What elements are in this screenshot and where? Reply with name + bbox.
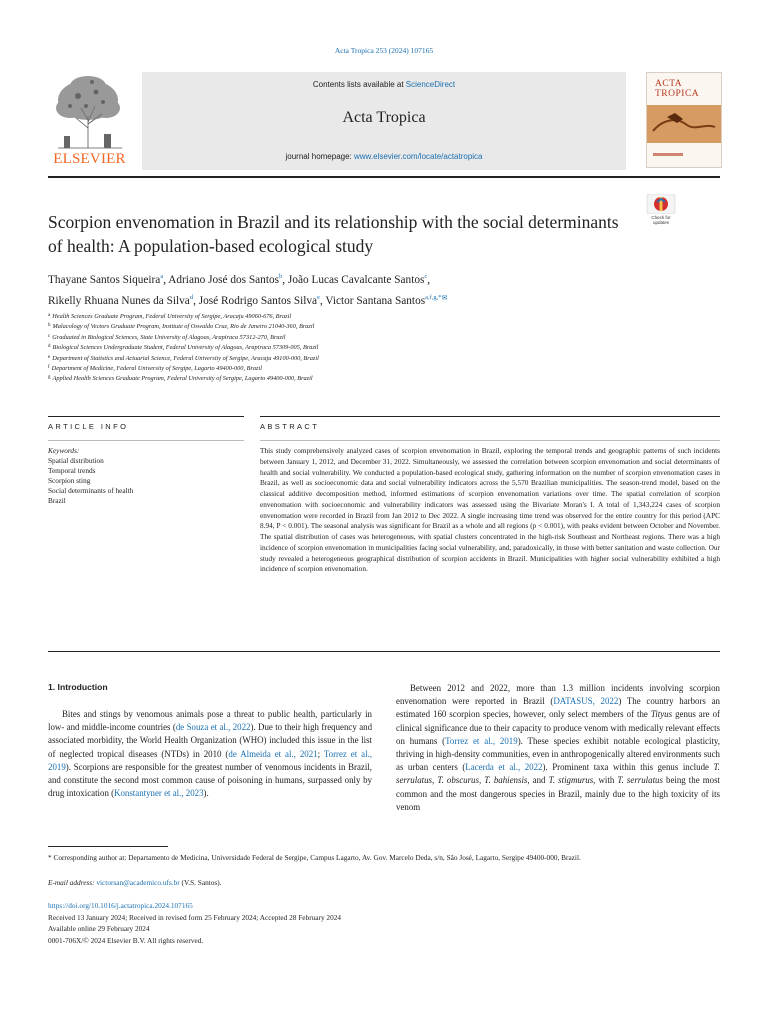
citation-link[interactable]: Konstantyner et al., 2023 [114, 788, 204, 799]
affiliation-letter: g [48, 375, 51, 381]
author-list [48, 268, 688, 310]
paragraph-text: , [432, 775, 438, 786]
elsevier-wordmark: ELSEVIER [53, 151, 126, 167]
paragraph-text: ) The country harbors an estimated 160 scorpion species, however, only select members of the [396, 696, 720, 720]
introduction-paragraph-1 [48, 708, 372, 800]
paragraph-text: genus are of clinical significance due to their capacity to produce venom with medically relevant effects on humans ( [396, 709, 720, 746]
author-name[interactable]: Adriano José dos Santos [168, 274, 280, 286]
corresponding-author-footnote: * Corresponding author at: Departamento de Medicina, Universidade Federal de Sergipe, Campus Lagarto, Av. Gov. Marcelo Deda, s/n, São José, Lagarto, Sergipe 49400-000, Brazil. [48, 853, 581, 862]
affiliation-text: Malacology of Vectors Graduate Program, Institute of Oswaldo Cruz, Rio de Janeiro 21040-360, Brazil [52, 323, 315, 331]
paragraph-text: , and [527, 775, 549, 786]
citation-link[interactable]: Torrez et al., 2019 [445, 735, 518, 746]
keyword: Social determinants of health [48, 486, 134, 496]
keyword: Brazil [48, 496, 66, 506]
email-suffix: (V.S. Santos). [179, 878, 222, 887]
affiliation-text: Biological Sciences Undergraduate Student, Federal University of Alagoas, Arapiraca 57309-005, Brazil [52, 344, 319, 352]
article-info-divider [48, 416, 244, 417]
introduction-paragraph-2 [396, 682, 720, 814]
abstract-subdivider [260, 440, 720, 441]
elsevier-tree-icon [48, 72, 131, 150]
author-affiliation-marker[interactable]: e [317, 294, 320, 301]
author-name[interactable]: João Lucas Cavalcante Santos [287, 274, 425, 286]
journal-citation-link[interactable]: Acta Tropica 253 (2024) 107165 [334, 46, 434, 55]
abstract-divider [260, 416, 720, 417]
article-info-subdivider [48, 440, 244, 441]
keyword: Temporal trends [48, 466, 96, 476]
affiliation-letter: b [48, 323, 51, 329]
affiliation-letter: f [48, 365, 50, 371]
contents-prefix: Contents lists available at [312, 80, 406, 89]
author-separator: , [319, 295, 326, 307]
crossmark-label: Check for updates [651, 215, 671, 225]
citation-link[interactable]: DATASUS, 2022 [553, 696, 619, 707]
author-name[interactable]: José Rodrigo Santos Silva [198, 295, 318, 307]
author-separator: , [163, 274, 169, 286]
paragraph-text: ). Prominent taxa within this genus include [542, 762, 714, 773]
crossmark-icon [646, 194, 676, 214]
sciencedirect-link[interactable]: ScienceDirect [405, 80, 456, 89]
keywords-block [48, 446, 244, 507]
check-for-updates-badge[interactable] [646, 194, 676, 228]
paragraph-text: , [478, 775, 485, 786]
paragraph-text: , with [593, 775, 618, 786]
introduction-heading: 1. Introduction [48, 682, 108, 692]
header-divider [48, 176, 720, 178]
affiliation-text: Applied Health Sciences Graduate Program, Federal University of Sergipe, Lagarto 49400-000, Brazil [52, 375, 313, 383]
species-name: T. bahiensis [484, 775, 528, 786]
paragraph-text: Between 2012 and 2022, more than 1.3 million incidents involving scorpion envenomation were reported in Brazil ( [396, 683, 720, 707]
body-divider [48, 651, 720, 652]
affiliation-item [48, 363, 548, 373]
species-name: T. serrulatus [617, 775, 663, 786]
affiliation-item [48, 342, 548, 352]
author-affiliation-marker[interactable]: d [189, 294, 194, 301]
journal-cover-thumbnail[interactable] [646, 72, 722, 168]
affiliation-text: Health Sciences Graduate Program, Federal University of Sergipe, Aracaju 49060-676, Brazil [52, 313, 292, 320]
paragraph-text: Bites and stings by venomous animals pose a threat to public health, particularly in low- and middle-income countries ( [48, 709, 372, 733]
author-separator: , [193, 295, 199, 307]
contents-line [142, 80, 626, 89]
affiliation-text: Department of Medicine, Federal University of Sergipe, Lagarto 49400-000, Brazil [51, 365, 263, 373]
homepage-prefix: journal homepage: [285, 152, 354, 161]
author-affiliation-marker[interactable]: a,f,g,* [425, 294, 442, 301]
author-affiliation-marker[interactable]: b [279, 273, 283, 280]
publication-info [48, 900, 720, 946]
citation-link[interactable]: Torrez et al., 2019 [48, 748, 372, 772]
affiliation-letter: a [48, 313, 51, 318]
paragraph-text: being the most common and the most dangerous species in Brazil, mainly due to the high toxicity of its venom [396, 775, 720, 812]
journal-banner [142, 72, 626, 170]
affiliation-list [48, 311, 548, 384]
copyright-notice: 0001-706X/© 2024 Elsevier B.V. All rights reserved. [48, 935, 204, 945]
affiliation-letter: c [48, 333, 51, 339]
paragraph-text: ). [203, 788, 209, 799]
paragraph-text: ). These species exhibit notable ecological plasticity, thriving in high-density communities, even in anthropogenically altered environments such as urban centers ( [396, 735, 720, 773]
author-name[interactable]: Thayane Santos Siqueira [48, 274, 161, 286]
homepage-line [142, 152, 626, 161]
received-dates: Received 13 January 2024; Received in revised form 25 February 2024; Accepted 28 February 2024 [48, 912, 342, 922]
affiliation-text: Department of Statistics and Actuarial Science, Federal University of Sergipe, Aracaju 49100-000, Brazil [52, 354, 319, 362]
affiliation-text: Graduated in Biological Sciences, State University of Alagoas, Arapiraca 57312-270, Brazil [52, 333, 286, 341]
article-info-heading: ARTICLE INFO [48, 422, 129, 431]
author-separator: , [282, 274, 288, 286]
genus-name: Tityus [650, 709, 673, 720]
article-title: Scorpion envenomation in Brazil and its relationship with the social determinants of health: A population-based ecological study [48, 212, 619, 256]
online-date: Available online 29 February 2024 [48, 924, 150, 933]
affiliation-letter: e [48, 354, 51, 360]
affiliation-item [48, 311, 548, 321]
affiliation-item [48, 373, 548, 383]
email-icon[interactable]: ✉ [441, 294, 448, 302]
author-name[interactable]: Victor Santana Santos [325, 295, 426, 307]
masthead [48, 72, 720, 170]
citation-link[interactable]: Lacerda et al., 2022 [465, 762, 543, 773]
abstract-heading: ABSTRACT [260, 422, 320, 431]
author-affiliation-marker[interactable]: a [160, 273, 164, 280]
author-affiliation-marker[interactable]: c [424, 273, 428, 280]
affiliation-item [48, 353, 548, 363]
doi-link[interactable]: https://doi.org/10.1016/j.actatropica.2024.107165 [48, 901, 193, 910]
affiliation-item [48, 321, 548, 331]
keyword: Scorpion sting [48, 476, 91, 486]
email-line [48, 878, 720, 887]
journal-name: Acta Tropica [342, 109, 426, 126]
species-name: T. serrulatus [396, 762, 721, 786]
paragraph-text: ; [317, 748, 324, 759]
footnote-divider [48, 846, 168, 847]
affiliation-item [48, 332, 548, 342]
paragraph-text: ). Due to their high frequency and associated morbidity, the World Health Organization (WHO) included this issue in the list of neglected tropical diseases (NTDs) in 2010 ( [48, 722, 373, 759]
elsevier-logo[interactable] [48, 72, 131, 170]
species-name: T. stigmurus [548, 775, 594, 786]
abstract-text: This study comprehensively analyzed cases of scorpion envenomation in Brazil, exploring the temporal trends and geographic patterns of such incidents between January 1, 2012, and December 31, 2022. Simultaneously, we assessed the correlation between scorpion envenomation and social determinants of health and social vulnerability. We conducted a population-based ecological study, gathering information on the number of scorpion envenomation cases in Brazil, as well as socioeconomic data and social vulnerability indicators across the 5,570 Brazilian municipalities. The season-trend model, based on the classical additive decomposition method, informed estimations of scorpion envenomation variations over time. The spatial correlation of scorpion envenomation with socioeconomic and vulnerability indicators was assessed using the Bivariate Moran's I. A total of 1,343,224 cases of scorpion envenomation were recorded in Brazil from Jan 2012 to Dec 2022. A single increasing time trend was observed for the entire country for this period (APC 8.94, P < 0.001). The seasonal analysis was significant for Brazil as a whole and all regions (p < 0.001), with peaks evident between October and November. The spatial distribution of cases was heterogeneous, with spatial clusters concentrated in the high-risk Southeast and Northeast regions. There was a high incidence of scorpion envenomation in municipalities facing social vulnerability, and, paradoxically, in those with better sanitation and waste collection. Our study revealed a heterogeneous geographical distribution of scorpion accidents in Brazil. Municipalities with higher social vulnerability exhibited a high incidence of scorpion envenomation. [260, 446, 720, 574]
cover-title-line1: ACTA [655, 79, 683, 89]
email-link[interactable]: victorsan@academico.ufs.br [96, 878, 180, 887]
citation-link[interactable]: de Almeida et al., 2021 [228, 748, 318, 759]
paragraph-text: ). Scorpions are responsible for the greatest number of venomous incidents in Brazil, and constitute the second most common cause of poisoning in humans, surpassed only by drug intoxication ( [48, 761, 372, 799]
affiliation-letter: d [48, 344, 51, 350]
email-label: E-mail address: [48, 878, 97, 887]
keyword: Spatial distribution [48, 456, 104, 466]
author-name[interactable]: Rikelly Rhuana Nunes da Silva [48, 295, 190, 307]
author-separator: , [427, 274, 431, 286]
journal-homepage-link[interactable]: www.elsevier.com/locate/actatropica [354, 152, 483, 161]
cover-title-line2: TROPICA [655, 89, 700, 99]
species-name: T. obscurus [437, 775, 479, 786]
keywords-label: Keywords: [48, 446, 80, 455]
cover-art-icon [647, 73, 721, 167]
citation-link[interactable]: de Souza et al., 2022 [175, 722, 251, 733]
